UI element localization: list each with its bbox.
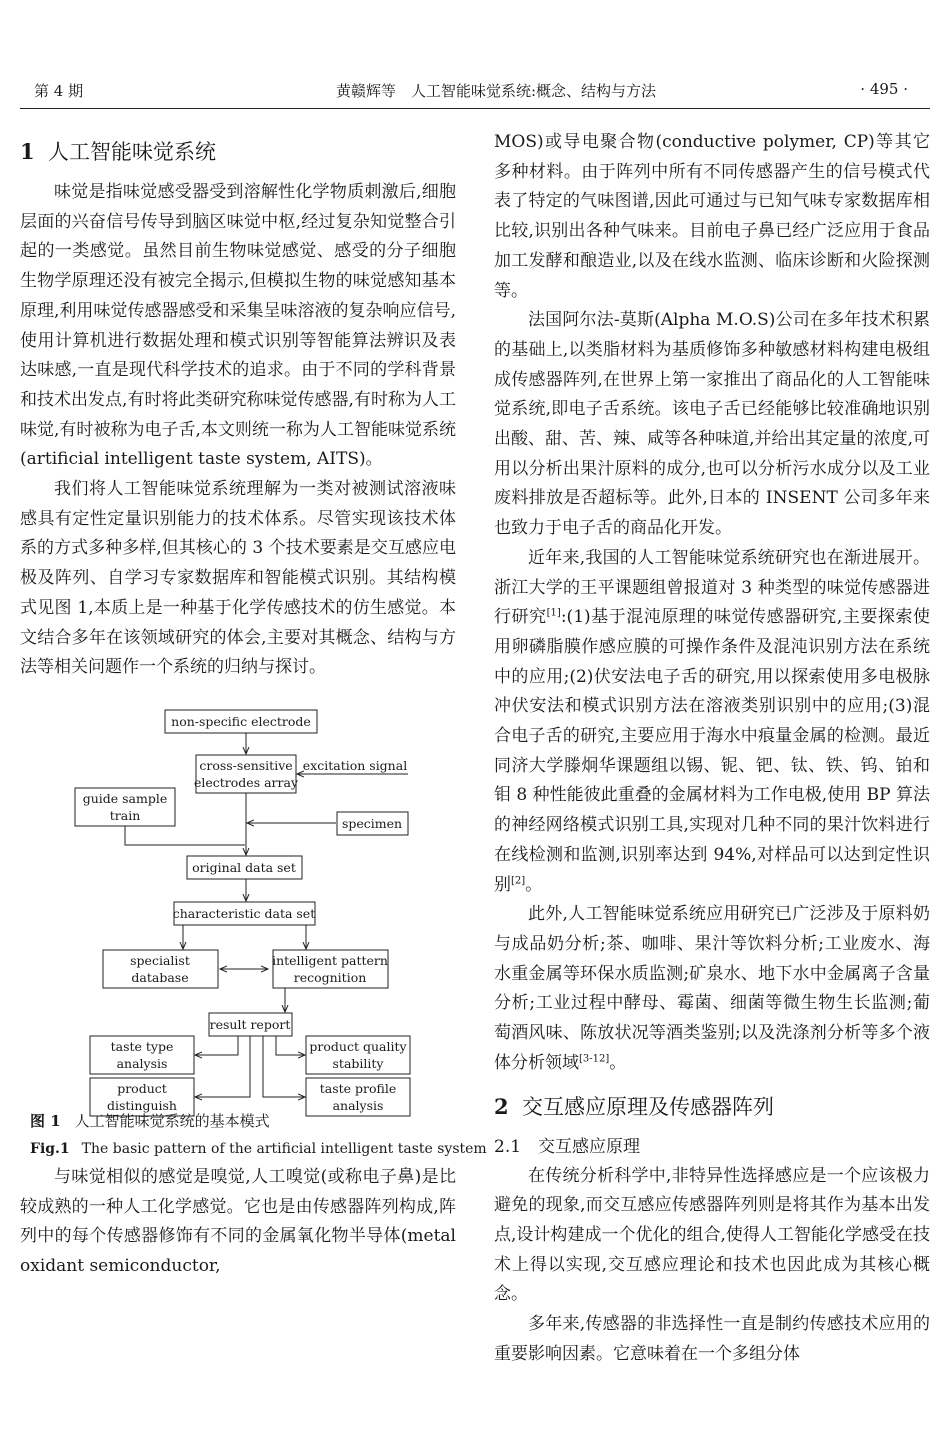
paragraph-cross-sensitivity: 在传统分析科学中,非特异性选择感应是一个应该极力避免的现象,而交互感应传感器阵列则是将其作为基本出发点,设计构建成一个优化的组合,使得人工智能化学感受在技术上得以实现,交互感应理论和技术也因此成为其核心概念。 bbox=[494, 1165, 930, 1305]
text-applications-end: 。 bbox=[609, 1052, 627, 1073]
citation-1: [1] bbox=[546, 607, 561, 619]
section-2-heading bbox=[494, 1093, 930, 1121]
label-database: database bbox=[131, 969, 189, 985]
label-guide-sample: guide sample bbox=[82, 790, 168, 806]
issue-number: 第 4 期 bbox=[34, 82, 84, 100]
right-column bbox=[494, 128, 930, 1369]
label-result-report: result report bbox=[209, 1016, 291, 1032]
label-stability: stability bbox=[332, 1055, 384, 1071]
text-applications: 此外,人工智能味觉系统应用研究已广泛涉及于原料奶与成品奶分析;茶、咖啡、果汁等饮料分析;工业废水、海水重金属等环保水质监测;矿泉水、地下水中金属离子含量分析;工业过程中酵母、霉菌、细菌等微生物生长监测;葡萄酒风味、陈放状况等酒类鉴别;以及洗涤剂分析等多个液体分析领域 bbox=[494, 904, 930, 1073]
subsection-2-1-title: 交互感应原理 bbox=[538, 1136, 640, 1157]
label-specimen: specimen bbox=[341, 815, 403, 831]
paragraph-nonselectivity: 多年来,传感器的非选择性一直是制约传感技术应用的重要影响因素。它意味着在一个多组分体 bbox=[494, 1314, 930, 1364]
page-number: · 495 · bbox=[860, 80, 908, 98]
figure-label-en: Fig.1 bbox=[30, 1140, 70, 1157]
label-analysis-1: analysis bbox=[116, 1055, 168, 1071]
citation-2: [2] bbox=[511, 874, 526, 886]
paragraph-mos-continuation: MOS)或导电聚合物(conductive polymer, CP)等其它多种材料。由于阵列中所有不同传感器产生的信号模式代表了特定的气味图谱,因此可通过与已知气味专家数据库相比较,识别出各种气味来。目前电子鼻已经广泛应用于食品加工发酵和酿造业,以及在线水监测、临床诊断和火险探测等。 bbox=[494, 132, 930, 301]
label-excitation-signal: excitation signal bbox=[302, 757, 408, 773]
text-china-a: 近年来,我国的人工智能味觉系统研究也在渐进展开。浙江大学的王平课题组曾报道对 3 种类型的味觉传感器进行研究 bbox=[494, 547, 930, 628]
section-2-number: 2 bbox=[494, 1093, 509, 1119]
label-taste-profile: taste profile bbox=[319, 1080, 397, 1096]
label-analysis-2: analysis bbox=[332, 1097, 384, 1113]
paragraph-aits-concept: 我们将人工智能味觉系统理解为一类对被测试溶液味感具有定性定量识别能力的技术体系。尽管实现该技术体系的方式多种多样,但其核心的 3 个技术要素是交互感应电极及阵列、自学习专家数据库和智能模式识别。其结构模式见图 1,本质上是一种基于化学传感技术的仿生感觉。本文结合多年在该领域研究的体会,主要对其概念、结构与方法等相关问题作一个系统的归纳与探讨。 bbox=[20, 479, 456, 678]
label-cross-sensitive: cross-sensitive bbox=[199, 757, 293, 773]
section-2-title: 交互感应原理及传感器阵列 bbox=[522, 1094, 774, 1119]
subsection-2-1-heading bbox=[494, 1133, 930, 1162]
label-recognition: recognition bbox=[293, 969, 367, 985]
label-electrodes-array: electrodes array bbox=[193, 774, 299, 790]
label-nonspecific-electrode: non-specific electrode bbox=[171, 713, 311, 729]
paragraph-alpha-mos: 法国阿尔法-莫斯(Alpha M.O.S)公司在多年技术积累的基础上,以类脂材料为基质修饰多种敏感材料构建电极组成传感器阵列,在世界上第一家推出了商品化的人工智能味觉系统,即电子舌系统。该电子舌已经能够比较准确地识别出酸、甜、苦、辣、咸等各种味道,并给出其定量的浓度,可用以分析出果汁原料的成分,也可以分析污水成分以及工业废料排放是否超标等。此外,日本的 INSENT 公司多年来也致力于电子舌的商品化开发。 bbox=[494, 310, 930, 539]
section-1-title: 人工智能味觉系统 bbox=[48, 140, 216, 164]
paragraph-electronic-nose: 与味觉相似的感觉是嗅觉,人工嗅觉(或称电子鼻)是比较成熟的一种人工化学感觉。它也是由传感器阵列构成,阵列中的每个传感器修饰有不同的金属氧化物半导体(metal oxidant semiconductor, bbox=[20, 1166, 456, 1277]
citation-3-12: [3-12] bbox=[579, 1053, 610, 1065]
figure-caption-cn bbox=[30, 1111, 270, 1131]
left-column bbox=[20, 128, 487, 1282]
figure-caption-en bbox=[30, 1139, 487, 1159]
running-title: 黄赣辉等 人工智能味觉系统:概念、结构与方法 bbox=[336, 82, 657, 100]
label-characteristic-data-set: characteristic data set bbox=[172, 905, 316, 921]
section-1-number: 1 bbox=[20, 139, 35, 164]
paragraph-china-research bbox=[494, 544, 930, 900]
label-product-quality: product quality bbox=[309, 1038, 407, 1054]
text-china-c: 。 bbox=[525, 874, 543, 895]
flowchart-diagram bbox=[20, 703, 456, 1113]
paragraph-taste-definition: 味觉是指味觉感受器受到溶解性化学物质刺激后,细胞层面的兴奋信号传导到脑区味觉中枢,经过复杂知觉整合引起的一类感觉。虽然目前生物味觉感觉、感受的分子细胞生物学原理还没有被完全揭示,但模拟生物的味觉感知基本原理,利用味觉传感器感受和采集呈味溶液的复杂响应信号,使用计算机进行数据处理和模式识别等智能算法辨识及表达味感,一直是现代科学技术的追求。由于不同的学科背景和技术出发点,有时将此类研究称味觉传感器,有时称为人工味觉,有时被称为电子舌,本文则统一称为人工智能味觉系统(artificial intelligent taste system, AITS)。 bbox=[20, 182, 456, 470]
figure-caption-en-text: The basic pattern of the artificial intelligent taste system bbox=[81, 1140, 487, 1157]
running-header bbox=[20, 78, 930, 109]
label-train: train bbox=[109, 807, 141, 823]
text-china-b: :(1)基于混沌原理的味觉传感器研究,主要探索使用卵磷脂膜作感应膜的可操作条件及混沌识别方法在系统中的应用;(2)伏安法电子舌的研究,用以探索使用多电极脉冲伏安法和模式识别方法在溶液类别识别中的应用;(3)混合电子舌的研究,主要应用于海水中痕量金属的检测。最近同济大学滕炯华课题组以锡、铌、钯、钛、铁、钨、铂和钼 8 种性能彼此重叠的金属材料为工作电极,使用 BP 算法的神经网络模式识别工具,实现对几种不同的果汁饮料进行在线检测和监测,识别率达到 94%,对样品可以达到定性识别 bbox=[494, 607, 931, 895]
label-taste-type: taste type bbox=[110, 1038, 174, 1054]
figure-label-cn: 图 1 bbox=[30, 1111, 61, 1130]
figure-caption-cn-text: 人工智能味觉系统的基本模式 bbox=[74, 1111, 270, 1130]
label-product: product bbox=[117, 1080, 167, 1096]
label-distinguish: distinguish bbox=[106, 1097, 178, 1113]
figure-1 bbox=[20, 703, 487, 1163]
label-original-data-set: original data set bbox=[192, 859, 296, 875]
section-1-heading bbox=[20, 138, 456, 166]
label-intelligent-pattern: intelligent pattern bbox=[272, 952, 388, 968]
label-specialist: specialist bbox=[130, 952, 190, 968]
subsection-2-1-number: 2.1 bbox=[494, 1136, 522, 1157]
paragraph-applications bbox=[494, 900, 930, 1078]
